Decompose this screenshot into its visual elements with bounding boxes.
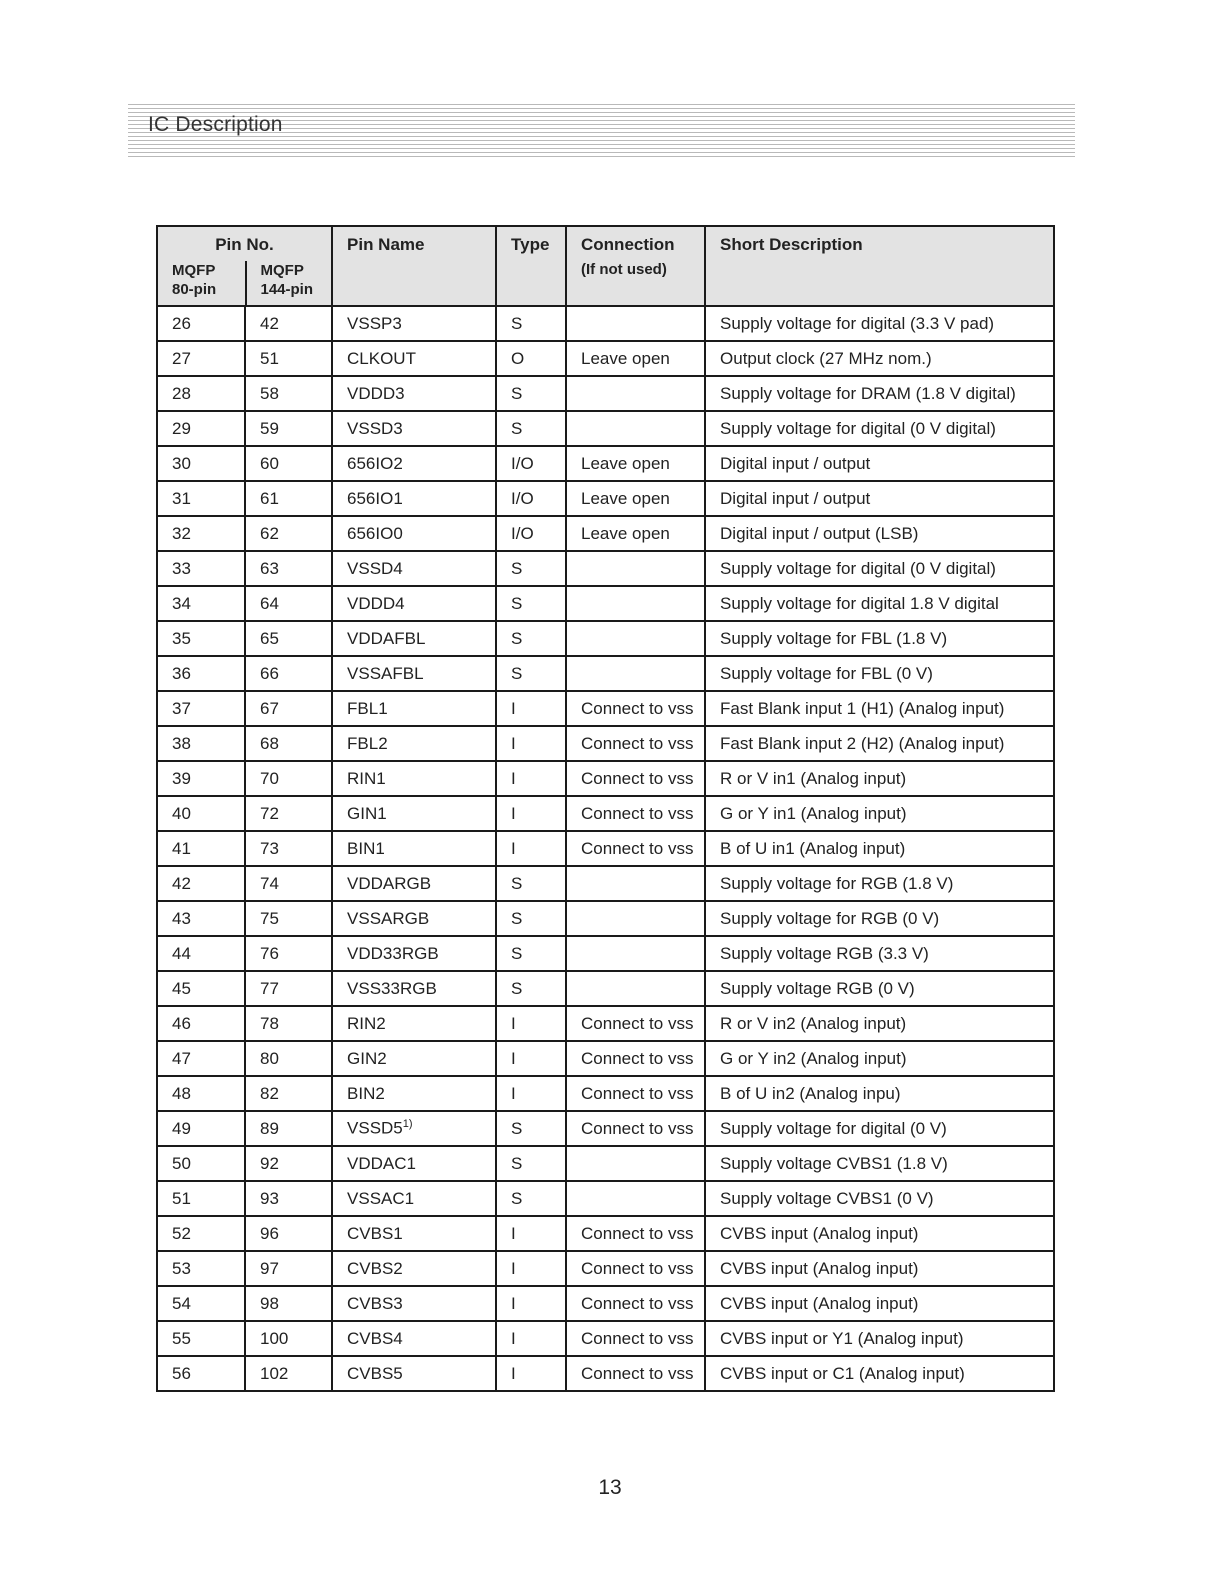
cell-type: S bbox=[496, 586, 566, 621]
table-row bbox=[157, 341, 1054, 376]
cell-description: R or V in2 (Analog input) bbox=[705, 1006, 1054, 1041]
cell-description: Supply voltage RGB (0 V) bbox=[705, 971, 1054, 1006]
cell-pin-144: 89 bbox=[245, 1111, 332, 1146]
cell-pin-80: 30 bbox=[157, 446, 245, 481]
cell-pin-80: 28 bbox=[157, 376, 245, 411]
table-row bbox=[157, 691, 1054, 726]
table-row bbox=[157, 1006, 1054, 1041]
cell-pin-144: 61 bbox=[245, 481, 332, 516]
cell-description: Supply voltage for RGB (0 V) bbox=[705, 901, 1054, 936]
cell-pin-80: 54 bbox=[157, 1286, 245, 1321]
cell-pin-name: BIN2 bbox=[332, 1076, 496, 1111]
cell-pin-144: 92 bbox=[245, 1146, 332, 1181]
table-row bbox=[157, 1146, 1054, 1181]
cell-pin-144: 66 bbox=[245, 656, 332, 691]
cell-type: O bbox=[496, 341, 566, 376]
cell-type: I/O bbox=[496, 481, 566, 516]
cell-pin-name: VSSD4 bbox=[332, 551, 496, 586]
cell-description: R or V in1 (Analog input) bbox=[705, 761, 1054, 796]
cell-pin-name: CVBS1 bbox=[332, 1216, 496, 1251]
cell-description: Fast Blank input 1 (H1) (Analog input) bbox=[705, 691, 1054, 726]
cell-pin-144: 59 bbox=[245, 411, 332, 446]
table-row bbox=[157, 796, 1054, 831]
header-description: Short Description bbox=[705, 226, 1054, 306]
cell-description: Digital input / output bbox=[705, 481, 1054, 516]
cell-pin-name: BIN1 bbox=[332, 831, 496, 866]
table-row bbox=[157, 411, 1054, 446]
cell-pin-144: 93 bbox=[245, 1181, 332, 1216]
cell-pin-80: 31 bbox=[157, 481, 245, 516]
cell-pin-144: 80 bbox=[245, 1041, 332, 1076]
cell-connection: Leave open bbox=[566, 446, 705, 481]
cell-pin-80: 32 bbox=[157, 516, 245, 551]
cell-type: I bbox=[496, 691, 566, 726]
cell-pin-80: 51 bbox=[157, 1181, 245, 1216]
page-number: 13 bbox=[598, 1476, 622, 1499]
cell-pin-80: 46 bbox=[157, 1006, 245, 1041]
cell-pin-144: 82 bbox=[245, 1076, 332, 1111]
cell-connection: Connect to vss bbox=[566, 1041, 705, 1076]
cell-pin-144: 63 bbox=[245, 551, 332, 586]
footnote-marker: 1) bbox=[402, 1118, 413, 1131]
cell-pin-80: 36 bbox=[157, 656, 245, 691]
cell-pin-name: CLKOUT bbox=[332, 341, 496, 376]
cell-pin-144: 100 bbox=[245, 1321, 332, 1356]
cell-pin-name: VDDARGB bbox=[332, 866, 496, 901]
cell-type: S bbox=[496, 901, 566, 936]
cell-description: Supply voltage CVBS1 (1.8 V) bbox=[705, 1146, 1054, 1181]
header-mqfp144-line1: MQFP bbox=[260, 262, 304, 279]
cell-pin-144: 67 bbox=[245, 691, 332, 726]
cell-pin-80: 43 bbox=[157, 901, 245, 936]
table-row bbox=[157, 866, 1054, 901]
cell-pin-144: 58 bbox=[245, 376, 332, 411]
cell-pin-80: 37 bbox=[157, 691, 245, 726]
cell-pin-144: 77 bbox=[245, 971, 332, 1006]
cell-connection bbox=[566, 1181, 705, 1216]
cell-type: S bbox=[496, 306, 566, 341]
table-row bbox=[157, 446, 1054, 481]
cell-pin-name: VSSAC1 bbox=[332, 1181, 496, 1216]
cell-pin-name: 656IO0 bbox=[332, 516, 496, 551]
cell-description: G or Y in2 (Analog input) bbox=[705, 1041, 1054, 1076]
cell-description: Supply voltage for DRAM (1.8 V digital) bbox=[705, 376, 1054, 411]
cell-type: I/O bbox=[496, 446, 566, 481]
cell-description: Supply voltage for FBL (1.8 V) bbox=[705, 621, 1054, 656]
cell-connection bbox=[566, 971, 705, 1006]
cell-pin-144: 75 bbox=[245, 901, 332, 936]
cell-description: CVBS input or C1 (Analog input) bbox=[705, 1356, 1054, 1391]
cell-connection bbox=[566, 411, 705, 446]
cell-description: Supply voltage RGB (3.3 V) bbox=[705, 936, 1054, 971]
cell-description: CVBS input (Analog input) bbox=[705, 1251, 1054, 1286]
cell-type: I bbox=[496, 726, 566, 761]
cell-pin-name: CVBS4 bbox=[332, 1321, 496, 1356]
cell-pin-name: RIN2 bbox=[332, 1006, 496, 1041]
cell-connection: Connect to vss bbox=[566, 1111, 705, 1146]
cell-connection: Connect to vss bbox=[566, 1076, 705, 1111]
cell-pin-144: 98 bbox=[245, 1286, 332, 1321]
cell-pin-80: 44 bbox=[157, 936, 245, 971]
cell-type: I bbox=[496, 1356, 566, 1391]
cell-connection: Connect to vss bbox=[566, 1251, 705, 1286]
table-row bbox=[157, 1321, 1054, 1356]
table-row bbox=[157, 1216, 1054, 1251]
cell-connection: Connect to vss bbox=[566, 726, 705, 761]
cell-description: B of U in2 (Analog inpu) bbox=[705, 1076, 1054, 1111]
cell-pin-80: 34 bbox=[157, 586, 245, 621]
header-pin-name: Pin Name bbox=[332, 226, 496, 306]
cell-type: S bbox=[496, 1111, 566, 1146]
cell-connection bbox=[566, 621, 705, 656]
cell-connection: Connect to vss bbox=[566, 761, 705, 796]
cell-pin-80: 52 bbox=[157, 1216, 245, 1251]
cell-description: Supply voltage for RGB (1.8 V) bbox=[705, 866, 1054, 901]
cell-pin-80: 45 bbox=[157, 971, 245, 1006]
cell-description: Supply voltage for FBL (0 V) bbox=[705, 656, 1054, 691]
cell-type: S bbox=[496, 621, 566, 656]
table-row bbox=[157, 1076, 1054, 1111]
cell-pin-name: VSS33RGB bbox=[332, 971, 496, 1006]
cell-pin-144: 78 bbox=[245, 1006, 332, 1041]
cell-type: I bbox=[496, 1006, 566, 1041]
table-row bbox=[157, 516, 1054, 551]
table-row bbox=[157, 1111, 1054, 1146]
cell-pin-80: 50 bbox=[157, 1146, 245, 1181]
cell-pin-144: 74 bbox=[245, 866, 332, 901]
cell-pin-name: VSSD3 bbox=[332, 411, 496, 446]
cell-pin-name: CVBS3 bbox=[332, 1286, 496, 1321]
cell-type: S bbox=[496, 411, 566, 446]
cell-pin-144: 97 bbox=[245, 1251, 332, 1286]
cell-type: S bbox=[496, 1181, 566, 1216]
cell-description: B of U in1 (Analog input) bbox=[705, 831, 1054, 866]
table-row bbox=[157, 1041, 1054, 1076]
table-row bbox=[157, 1356, 1054, 1391]
cell-description: Supply voltage for digital (0 V) bbox=[705, 1111, 1054, 1146]
table-row bbox=[157, 551, 1054, 586]
cell-type: I bbox=[496, 761, 566, 796]
table-row bbox=[157, 831, 1054, 866]
header-mqfp80-line2: 80-pin bbox=[172, 281, 217, 298]
cell-type: S bbox=[496, 551, 566, 586]
table-row bbox=[157, 761, 1054, 796]
cell-pin-name: VSSP3 bbox=[332, 306, 496, 341]
cell-pin-80: 53 bbox=[157, 1251, 245, 1286]
header-pin-no bbox=[157, 226, 332, 306]
cell-pin-80: 39 bbox=[157, 761, 245, 796]
cell-pin-144: 65 bbox=[245, 621, 332, 656]
cell-description: Fast Blank input 2 (H2) (Analog input) bbox=[705, 726, 1054, 761]
cell-pin-name: FBL1 bbox=[332, 691, 496, 726]
cell-pin-name: GIN2 bbox=[332, 1041, 496, 1076]
cell-pin-144: 68 bbox=[245, 726, 332, 761]
cell-pin-144: 72 bbox=[245, 796, 332, 831]
cell-connection bbox=[566, 901, 705, 936]
cell-pin-name: VSSARGB bbox=[332, 901, 496, 936]
cell-pin-name: VDDAFBL bbox=[332, 621, 496, 656]
table-row bbox=[157, 726, 1054, 761]
cell-connection bbox=[566, 306, 705, 341]
cell-type: S bbox=[496, 971, 566, 1006]
cell-pin-80: 55 bbox=[157, 1321, 245, 1356]
cell-pin-80: 40 bbox=[157, 796, 245, 831]
cell-description: G or Y in1 (Analog input) bbox=[705, 796, 1054, 831]
cell-pin-name: 656IO2 bbox=[332, 446, 496, 481]
header-pin-no-label: Pin No. bbox=[215, 235, 274, 254]
cell-type: S bbox=[496, 866, 566, 901]
cell-description: Output clock (27 MHz nom.) bbox=[705, 341, 1054, 376]
cell-connection: Connect to vss bbox=[566, 1006, 705, 1041]
cell-pin-name: VSSD5$^{1)}$ bbox=[332, 1111, 496, 1146]
table-header-row bbox=[157, 226, 1054, 306]
section-banner bbox=[128, 104, 1075, 158]
cell-pin-name: VDD33RGB bbox=[332, 936, 496, 971]
cell-connection: Leave open bbox=[566, 481, 705, 516]
cell-type: S bbox=[496, 376, 566, 411]
cell-connection bbox=[566, 376, 705, 411]
cell-pin-name: GIN1 bbox=[332, 796, 496, 831]
cell-connection: Connect to vss bbox=[566, 1321, 705, 1356]
cell-connection: Connect to vss bbox=[566, 1216, 705, 1251]
cell-pin-80: 49 bbox=[157, 1111, 245, 1146]
cell-pin-name: VDDAC1 bbox=[332, 1146, 496, 1181]
cell-pin-name: VSSAFBL bbox=[332, 656, 496, 691]
section-title: IC Description bbox=[148, 113, 283, 136]
cell-pin-144: 70 bbox=[245, 761, 332, 796]
cell-pin-144: 42 bbox=[245, 306, 332, 341]
cell-connection bbox=[566, 586, 705, 621]
table-row bbox=[157, 1181, 1054, 1216]
header-mqfp144-line2: 144-pin bbox=[260, 281, 314, 298]
cell-pin-name: CVBS5 bbox=[332, 1356, 496, 1391]
cell-description: Supply voltage for digital (0 V digital) bbox=[705, 551, 1054, 586]
cell-type: I bbox=[496, 796, 566, 831]
cell-pin-80: 26 bbox=[157, 306, 245, 341]
table-row bbox=[157, 306, 1054, 341]
cell-pin-144: 60 bbox=[245, 446, 332, 481]
table-row bbox=[157, 901, 1054, 936]
cell-pin-144: 102 bbox=[245, 1356, 332, 1391]
cell-description: CVBS input or Y1 (Analog input) bbox=[705, 1321, 1054, 1356]
cell-connection bbox=[566, 1146, 705, 1181]
cell-connection bbox=[566, 656, 705, 691]
table-row bbox=[157, 1251, 1054, 1286]
cell-connection: Connect to vss bbox=[566, 691, 705, 726]
cell-pin-80: 42 bbox=[157, 866, 245, 901]
cell-description: Supply voltage for digital (0 V digital) bbox=[705, 411, 1054, 446]
cell-pin-144: 76 bbox=[245, 936, 332, 971]
cell-pin-name: VDDD3 bbox=[332, 376, 496, 411]
cell-type: I bbox=[496, 1286, 566, 1321]
table-row bbox=[157, 621, 1054, 656]
cell-pin-144: 96 bbox=[245, 1216, 332, 1251]
table-row bbox=[157, 656, 1054, 691]
header-mqfp144 bbox=[245, 261, 332, 305]
cell-pin-name: RIN1 bbox=[332, 761, 496, 796]
cell-description: CVBS input (Analog input) bbox=[705, 1216, 1054, 1251]
cell-type: I bbox=[496, 1041, 566, 1076]
cell-type: I bbox=[496, 1251, 566, 1286]
cell-pin-144: 64 bbox=[245, 586, 332, 621]
cell-type: I bbox=[496, 1216, 566, 1251]
header-connection bbox=[566, 226, 705, 306]
cell-connection bbox=[566, 551, 705, 586]
cell-pin-144: 51 bbox=[245, 341, 332, 376]
cell-pin-80: 38 bbox=[157, 726, 245, 761]
cell-pin-80: 35 bbox=[157, 621, 245, 656]
cell-type: I/O bbox=[496, 516, 566, 551]
header-type: Type bbox=[496, 226, 566, 306]
cell-connection: Leave open bbox=[566, 341, 705, 376]
cell-connection bbox=[566, 936, 705, 971]
table-row bbox=[157, 481, 1054, 516]
cell-type: I bbox=[496, 1076, 566, 1111]
cell-type: S bbox=[496, 1146, 566, 1181]
table-row bbox=[157, 586, 1054, 621]
header-mqfp80 bbox=[158, 261, 245, 305]
cell-description: Digital input / output (LSB) bbox=[705, 516, 1054, 551]
table-row bbox=[157, 936, 1054, 971]
cell-pin-80: 27 bbox=[157, 341, 245, 376]
cell-description: Supply voltage for digital 1.8 V digital bbox=[705, 586, 1054, 621]
table-row bbox=[157, 1286, 1054, 1321]
cell-pin-80: 56 bbox=[157, 1356, 245, 1391]
cell-connection: Connect to vss bbox=[566, 1286, 705, 1321]
cell-pin-80: 48 bbox=[157, 1076, 245, 1111]
cell-pin-name: FBL2 bbox=[332, 726, 496, 761]
cell-type: S bbox=[496, 936, 566, 971]
header-connection-label: Connection bbox=[581, 235, 675, 254]
cell-pin-name: CVBS2 bbox=[332, 1251, 496, 1286]
cell-connection bbox=[566, 866, 705, 901]
cell-description: Digital input / output bbox=[705, 446, 1054, 481]
cell-pin-name: 656IO1 bbox=[332, 481, 496, 516]
table-row bbox=[157, 971, 1054, 1006]
cell-pin-name: VDDD4 bbox=[332, 586, 496, 621]
table-row bbox=[157, 376, 1054, 411]
cell-pin-144: 62 bbox=[245, 516, 332, 551]
header-mqfp80-line1: MQFP bbox=[172, 262, 216, 279]
cell-connection: Connect to vss bbox=[566, 831, 705, 866]
cell-pin-144: 73 bbox=[245, 831, 332, 866]
pin-description-table bbox=[156, 225, 1055, 1392]
cell-pin-80: 41 bbox=[157, 831, 245, 866]
cell-type: I bbox=[496, 831, 566, 866]
cell-description: Supply voltage CVBS1 (0 V) bbox=[705, 1181, 1054, 1216]
cell-pin-80: 33 bbox=[157, 551, 245, 586]
cell-connection: Connect to vss bbox=[566, 1356, 705, 1391]
cell-pin-80: 29 bbox=[157, 411, 245, 446]
cell-connection: Leave open bbox=[566, 516, 705, 551]
cell-description: CVBS input (Analog input) bbox=[705, 1286, 1054, 1321]
cell-connection: Connect to vss bbox=[566, 796, 705, 831]
cell-type: S bbox=[496, 656, 566, 691]
table-body bbox=[157, 306, 1054, 1391]
cell-pin-80: 47 bbox=[157, 1041, 245, 1076]
header-connection-sub: (If not used) bbox=[581, 261, 667, 278]
cell-type: I bbox=[496, 1321, 566, 1356]
cell-description: Supply voltage for digital (3.3 V pad) bbox=[705, 306, 1054, 341]
